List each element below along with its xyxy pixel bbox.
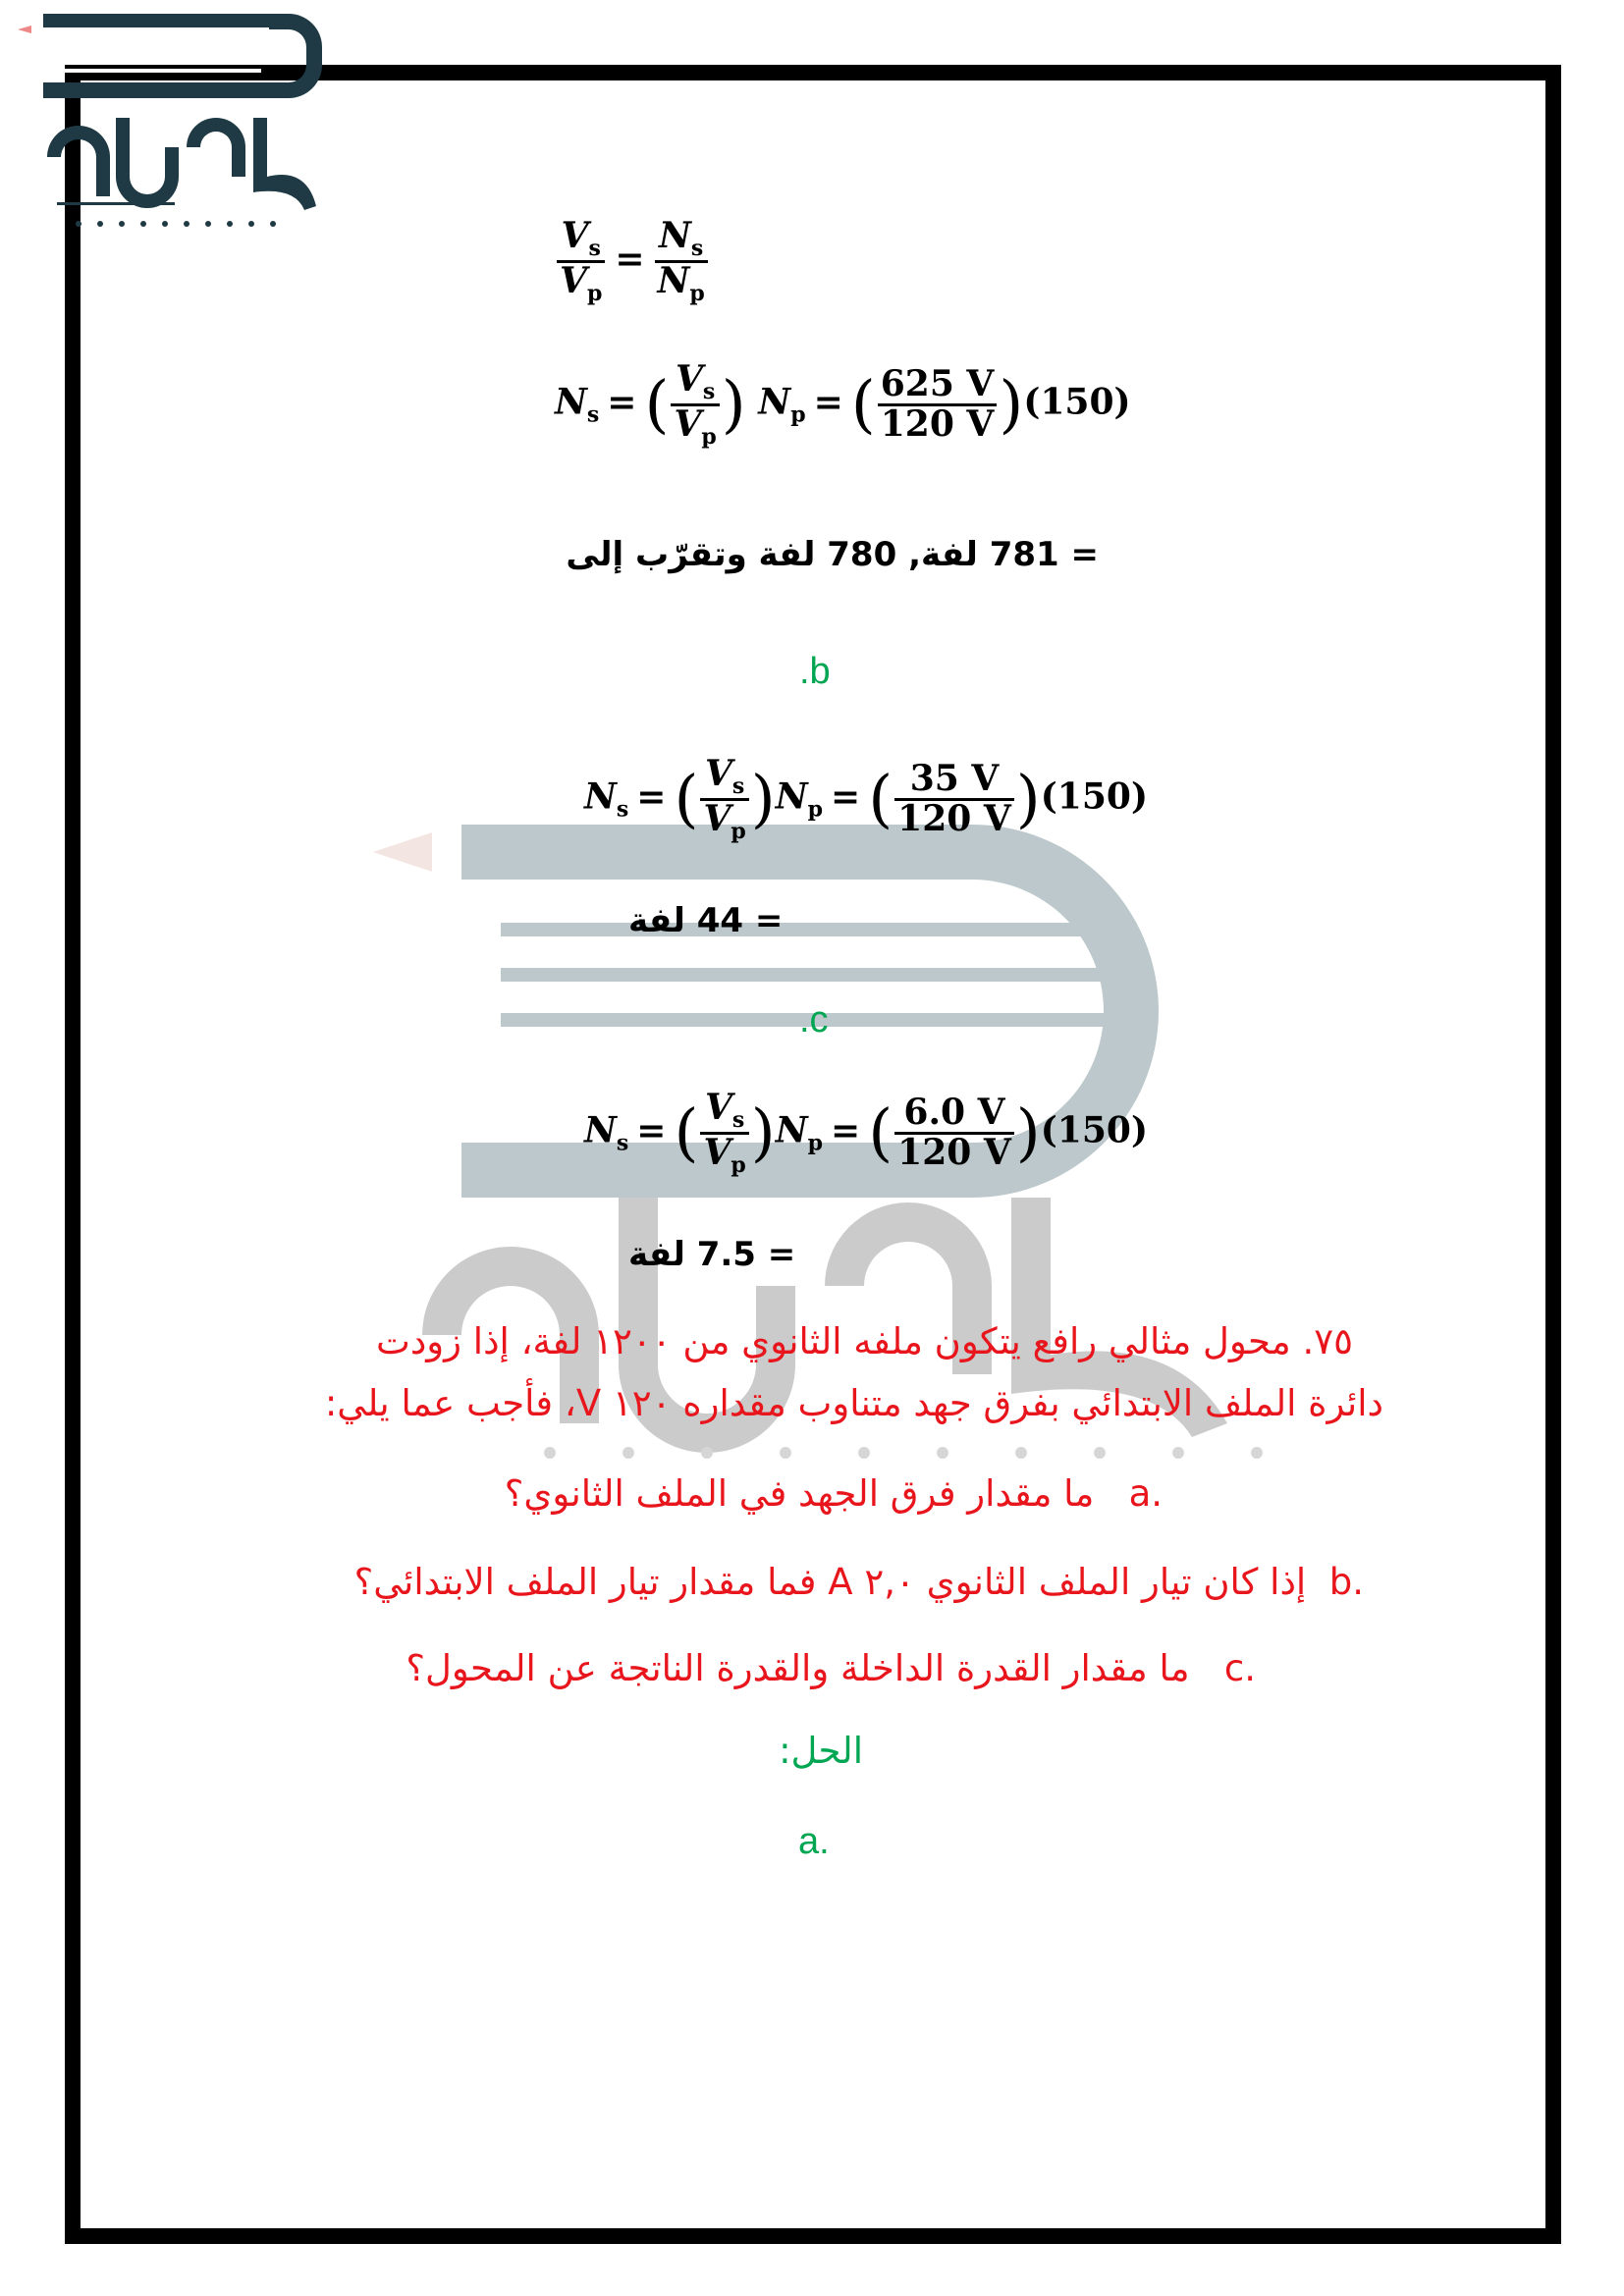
subscript: p bbox=[790, 401, 806, 428]
formula-ratio: $\frac{V_s}{V_p}$ = $\frac{N_s}{N_p}$ bbox=[555, 218, 710, 305]
numerator-value: 6.0 V bbox=[894, 1095, 1014, 1135]
turns-factor: (150) bbox=[1040, 1109, 1148, 1151]
subscript: s bbox=[586, 401, 600, 428]
symbol: N bbox=[555, 381, 587, 423]
subscript: p bbox=[689, 281, 705, 307]
symbol: N bbox=[758, 381, 791, 423]
turns-factor: (150) bbox=[1040, 775, 1148, 818]
formula-part-b: $N_s$ = ( $\frac{V_s}{V_p}$ )$N_p$ = ( $\frac{35 V}{120 V}$ )(150) bbox=[584, 753, 1148, 845]
part-b-result: = 44 لفة bbox=[628, 901, 784, 940]
symbol: V bbox=[675, 358, 703, 400]
question-item-a bbox=[505, 1472, 1163, 1515]
fraction-values bbox=[894, 758, 1014, 840]
solution-a-label: a. bbox=[798, 1821, 830, 1862]
subscript: s bbox=[588, 236, 601, 261]
symbol: N bbox=[659, 215, 691, 256]
part-c-result: = 7.5 لفة bbox=[628, 1235, 796, 1274]
formula-part-c: $N_s$ = ( $\frac{V_s}{V_p}$ )$N_p$ = ( $\frac{6.0 V}{120 V}$ )(150) bbox=[584, 1087, 1148, 1179]
item-text: ما مقدار فرق الجهد في الملف الثانوي؟ bbox=[504, 1472, 1095, 1515]
part-b-label: .b bbox=[799, 651, 831, 692]
symbol: N bbox=[657, 260, 690, 302]
question-item-b bbox=[354, 1561, 1364, 1603]
numerator-value: 35 V bbox=[894, 761, 1014, 801]
subscript: s bbox=[690, 236, 704, 261]
symbol: V bbox=[561, 215, 589, 256]
subscript: p bbox=[701, 424, 717, 451]
fraction-voltage bbox=[671, 358, 719, 451]
part-c-label: .c bbox=[799, 999, 829, 1041]
denominator-value: 120 V bbox=[880, 403, 995, 446]
fraction-voltage bbox=[557, 215, 605, 307]
subscript: p bbox=[586, 281, 603, 307]
symbol: V bbox=[674, 403, 702, 446]
item-text: ما مقدار القدرة الداخلة والقدرة الناتجة عن المحول؟ bbox=[406, 1647, 1190, 1689]
rounding-result: = 781 لفة, 780 لفة وتقرّب إلى bbox=[566, 535, 1099, 574]
subscript: s bbox=[702, 379, 716, 404]
fraction-values bbox=[878, 363, 998, 446]
item-letter: c. bbox=[1223, 1647, 1256, 1689]
fraction-turns bbox=[655, 215, 708, 307]
item-letter: a. bbox=[1128, 1472, 1163, 1515]
item-letter: b. bbox=[1328, 1561, 1364, 1603]
solution-heading: الحل: bbox=[779, 1730, 863, 1772]
item-text: إذا كان تيار الملف الثانوي ٢,٠ A فما مقدار تيار الملف الابتدائي؟ bbox=[353, 1561, 1307, 1603]
numerator-value: 625 V bbox=[878, 366, 998, 406]
denominator-value: 120 V bbox=[897, 1132, 1011, 1174]
hulul-logo bbox=[18, 10, 322, 236]
fraction-values bbox=[894, 1092, 1014, 1174]
denominator-value: 120 V bbox=[897, 798, 1011, 840]
turns-factor: (150) bbox=[1023, 381, 1131, 423]
formula-part-a: $N_s$ = ( $\frac{V_s}{V_p}$ ) $N_p$ = ( $\frac{625 V}{120 V}$ )(150) bbox=[555, 358, 1131, 451]
symbol: V bbox=[560, 260, 587, 302]
question-75-line2: دائرة الملف الابتدائي بفرق جهد متناوب مقداره ١٢٠ V، فأجب عما يلي: bbox=[324, 1382, 1383, 1424]
question-item-c bbox=[406, 1647, 1256, 1689]
question-75-line1: ٧٥. محول مثالي رافع يتكون ملفه الثانوي من ١٢٠٠ لفة، إذا زودت bbox=[376, 1320, 1353, 1362]
